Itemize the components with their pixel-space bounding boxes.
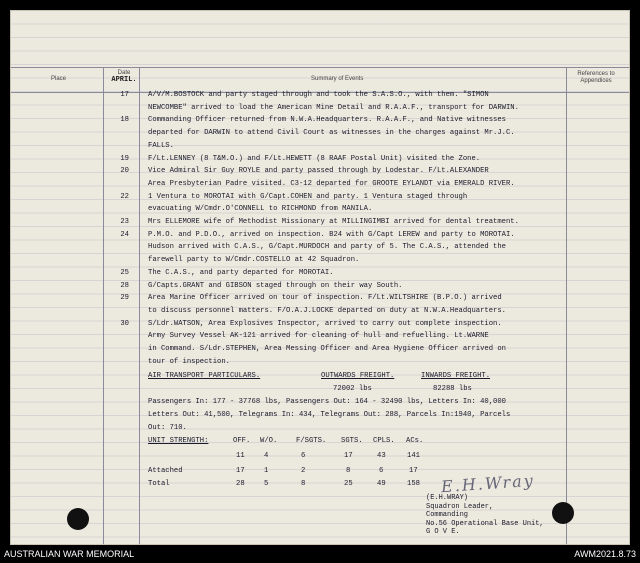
punch-hole-right <box>552 502 574 524</box>
entry-row <box>11 282 630 293</box>
entry-date: 23 <box>120 218 129 226</box>
entry-row <box>11 193 630 204</box>
signature-line: (E.H.WRAY) <box>426 494 469 502</box>
header-summary: Summary of Events <box>311 76 364 82</box>
entry-text: Area Marine Officer arrived on tour of inspection. F/Lt.WILTSHIRE (B.P.O.) arrived <box>148 294 502 303</box>
inwards-heading: INWARDS FREIGHT. <box>421 372 491 380</box>
entry-row <box>11 320 630 331</box>
col-fsgts: F/SGTS. <box>296 437 327 445</box>
entry-row <box>11 180 630 191</box>
cell: 17 <box>409 467 418 475</box>
entry-row <box>11 205 630 216</box>
entry-text: to discuss personnel matters. F/O.A.J.LOCKE departed on duty at N.W.A.Headquarters. <box>148 306 506 315</box>
col-acs: ACs. <box>406 437 424 445</box>
entry-date: 24 <box>120 230 129 239</box>
entry-row <box>11 307 630 318</box>
punch-hole-left <box>67 508 89 530</box>
entry-date: 28 <box>120 281 129 290</box>
entry-text: S/Ldr.WATSON, Area Explosives Inspector, arrived to carry out complete inspection. <box>148 319 502 328</box>
entry-row <box>11 332 630 343</box>
entry-text: P.M.O. and P.D.O., arrived on inspection. B24 with G/Capt LEREW and party to MOROTAI. <box>148 230 515 239</box>
row-label: Attached <box>148 467 183 475</box>
entry-row <box>11 294 630 305</box>
cell: 4 <box>264 452 269 460</box>
entry-text: NEWCOMBE" arrived to load the American Mine Detail and R.A.A.F., transport for DARWIN. <box>148 103 519 112</box>
freight-values-row <box>11 385 630 396</box>
entry-text: A/V/M.BOSTOCK and party staged through and took the S.A.S.O., with them. "SIMON <box>148 91 489 99</box>
entry-text: F/Lt.LENNEY (8 T&M.O.) and F/Lt.HEWETT (8 RAAF Postal Unit) visited the Zone. <box>148 154 481 163</box>
entry-row <box>11 142 630 153</box>
entry-row <box>11 167 630 178</box>
diary-page <box>10 10 630 545</box>
footer-institution: AUSTRALIAN WAR MEMORIAL <box>4 549 135 559</box>
signature-block <box>426 494 544 537</box>
col-sgts: SGTS. <box>341 437 363 445</box>
entry-text: Mrs ELLEMORE wife of Methodist Missionary at MILLINGIMBI arrived for dental treatment. <box>148 218 519 226</box>
air-transport-heading: AIR TRANSPORT PARTICULARS. <box>148 372 261 380</box>
unit-strength-heading: UNIT STRENGTH: <box>148 437 209 445</box>
cell: 28 <box>236 480 245 488</box>
outwards-value: 72002 lbs <box>333 385 372 393</box>
signature-line: Squadron Leader, <box>426 502 494 511</box>
cell: 5 <box>264 480 269 488</box>
row-label: Total <box>148 480 170 488</box>
cell: 11 <box>236 452 245 460</box>
entry-text: tour of inspection. <box>148 357 230 366</box>
entry-text: in Command. S/Ldr.STEPHEN, Area Messing Officer and Area Hygiene Officer arrived on <box>148 345 506 353</box>
entry-row <box>11 155 630 166</box>
cell: 1 <box>264 467 269 475</box>
cell: 158 <box>407 480 420 488</box>
entry-row <box>11 91 630 102</box>
entry-row <box>11 104 630 115</box>
footer-accession: AWM2021.8.73 <box>574 549 636 559</box>
transport-line: Passengers In: 177 - 37768 lbs, Passengers Out: 164 - 32490 lbs, Letters In: 40,000 <box>148 398 506 406</box>
cell: 6 <box>301 452 306 460</box>
entry-row <box>11 256 630 267</box>
entry-text: G/Capts.GRANT and GIBSON staged through on their way South. <box>148 281 403 290</box>
transport-line: Letters Out: 41,500, Telegrams In: 434, Telegrams Out: 288, Parcels In:1940, Parcels <box>148 411 511 419</box>
entry-text: departed for DARWIN to attend Civil Court as witnesses in the charges against Mr.J.C. <box>148 129 515 138</box>
entry-text: Vice Admiral Sir Guy ROYLE and party passed through by Lodestar. F/Lt.ALEXANDER <box>148 167 489 176</box>
cell: 8 <box>301 480 306 488</box>
col-off: OFF. <box>233 437 251 445</box>
cell: 49 <box>377 480 386 488</box>
entry-date: 20 <box>120 167 129 176</box>
entry-date: 30 <box>120 319 129 328</box>
cell: 25 <box>344 480 353 488</box>
outwards-heading: OUTWARDS FREIGHT. <box>321 372 395 380</box>
transport-line: Out: 710. <box>148 424 187 432</box>
col-cpls: CPLS. <box>373 437 395 445</box>
cell: 6 <box>379 467 384 475</box>
entry-date: 17 <box>120 91 129 99</box>
cell: 8 <box>346 467 351 475</box>
entry-row <box>11 231 630 242</box>
entry-text: farewell party to W/Cmdr.COSTELLO at 42 Squadron. <box>148 256 360 265</box>
entry-row <box>11 129 630 140</box>
header-date: Date APRIL. <box>111 70 137 84</box>
entry-text: Hudson arrived with C.A.S., G/Capt.MURDOCH and party of 5. The C.A.S., attended the <box>148 243 506 252</box>
signature-line: No.56 Operational Base Unit, <box>426 519 544 528</box>
cell: 17 <box>236 467 245 475</box>
signature-line: G O V E. <box>426 528 460 536</box>
entry-date: 29 <box>120 294 129 303</box>
entry-date: 22 <box>120 192 129 201</box>
inwards-value: 82288 lbs <box>433 385 472 393</box>
signature-script: E.H.Wray <box>440 470 536 497</box>
signature-line: Commanding <box>426 511 469 519</box>
entry-text: Army Survey Vessel AK-121 arrived for cleaning of hull and refuelling. Lt.WARNE <box>148 332 489 341</box>
entry-date: 25 <box>120 268 129 277</box>
air-transport-heading-row <box>11 372 630 383</box>
entry-row <box>11 345 630 356</box>
entry-date: 19 <box>120 154 129 163</box>
col-wo: W/O. <box>260 437 278 445</box>
entry-row <box>11 269 630 280</box>
entry-text: The C.A.S., and party departed for MOROTAI. <box>148 268 334 277</box>
entry-row <box>11 116 630 127</box>
entry-text: 1 Ventura to MOROTAI with G/Capt.COHEN and party. 1 Ventura staged through <box>148 192 468 201</box>
header-references: References to Appendices <box>577 71 615 84</box>
cell: 17 <box>344 452 353 460</box>
entry-row <box>11 218 630 229</box>
entry-row <box>11 243 630 254</box>
entry-text: evacuating W/Cmdr.O'CONNELL to RICHMOND from MANILA. <box>148 205 373 214</box>
entry-text: Area Presbyterian Padre visited. C3-12 departed for GROOTE EYLANDT via EMERALD RIVER. <box>148 179 515 188</box>
header-place: Place <box>51 76 67 82</box>
cell: 43 <box>377 452 386 460</box>
cell: 141 <box>407 452 420 460</box>
entry-text: FALLS. <box>148 141 174 150</box>
entry-date: 18 <box>120 116 129 125</box>
cell: 2 <box>301 467 306 475</box>
entry-text: Commanding Officer returned from N.W.A.Headquarters. R.A.A.F., and Native witnesses <box>148 116 506 125</box>
entry-row <box>11 358 630 369</box>
